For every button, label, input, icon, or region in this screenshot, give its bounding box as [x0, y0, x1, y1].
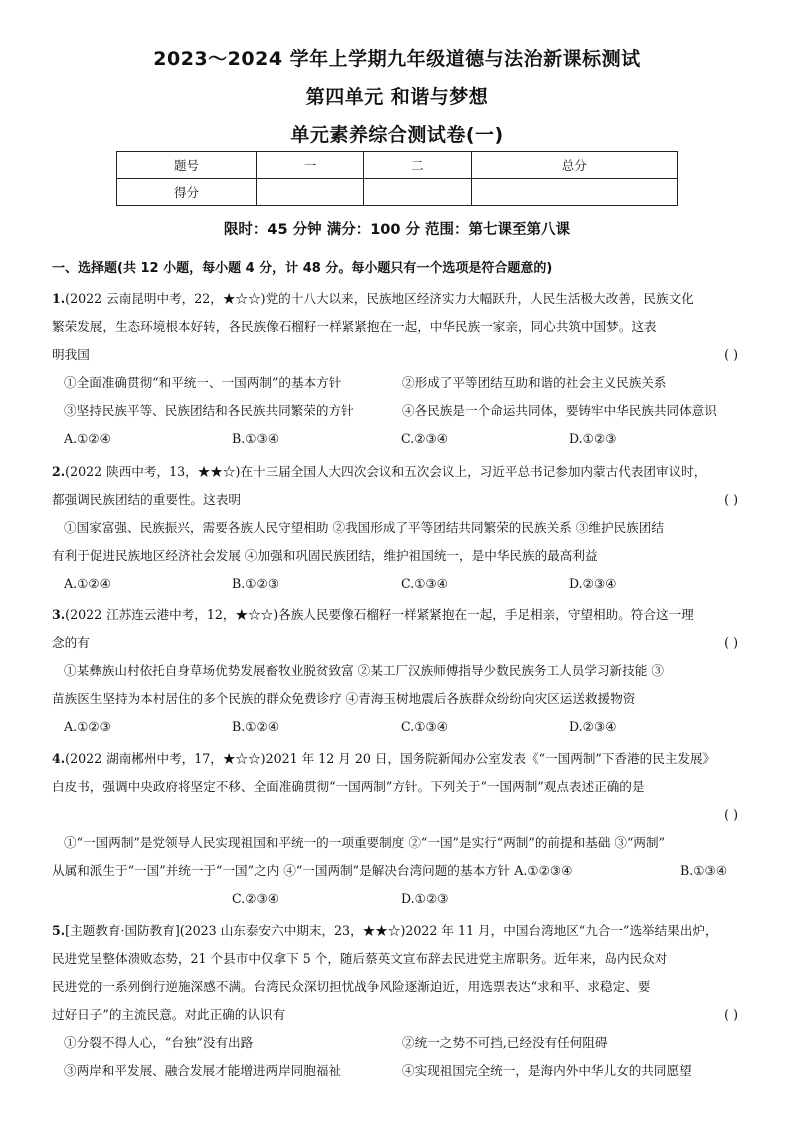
- score-label-cell: 得分: [117, 179, 257, 206]
- score-input-cell[interactable]: [471, 179, 678, 206]
- question-3: [52, 601, 752, 741]
- choice-d[interactable]: D.①②③: [401, 891, 449, 906]
- choice-d[interactable]: D.①②③: [569, 431, 617, 446]
- choice-a[interactable]: A.①②③: [64, 719, 111, 734]
- section-heading: 一、选择题(共 12 小题，每小题 4 分，计 48 分。每小题只有一个选项是符合题意的): [52, 261, 553, 276]
- question-line: 念的有 ( ): [52, 629, 752, 657]
- question-4: [52, 745, 752, 913]
- choice-a[interactable]: A.①②④: [64, 431, 111, 446]
- choice-c[interactable]: C.①③④: [401, 719, 449, 734]
- answer-choices: [52, 713, 752, 741]
- score-input-cell[interactable]: [364, 179, 471, 206]
- question-line: 4.(2022 湖南郴州中考，17，★☆☆)2021 年 12 月 20 日，国务院新闻办公室发表《“一国两制”下香港的民主发展》: [52, 751, 716, 766]
- statement: ①全面准确贯彻“和平统一、一国两制”的基本方针: [64, 375, 342, 390]
- answer-bracket[interactable]: ( ): [724, 492, 738, 507]
- question-line: 5.[主题教育·国防教育](2023 山东泰安六中期末，23，★★☆)2022 年 11 月，中国台湾地区“九合一”选举结果出炉，: [52, 923, 718, 938]
- question-line: 2.(2022 陕西中考，13，★★☆)在十三届全国人大四次会议和五次会议上，习近平总书记参加内蒙古代表团审议时，: [52, 464, 707, 479]
- question-line: [52, 801, 752, 829]
- test-title: 单元素养综合测试卷(一): [290, 124, 504, 146]
- question-line: 1.(2022 云南昆明中考，22，★☆☆)党的十八大以来，民族地区经济实力大幅跃升，人民生活极大改善，民族文化: [52, 291, 694, 306]
- question-number: 5.: [52, 923, 66, 938]
- score-table-header-row: [117, 152, 678, 179]
- score-header-cell: 总分: [471, 152, 678, 179]
- question-line: 繁荣发展，生态环境根本好转，各民族像石榴籽一样紧紧抱在一起，中华民族一家亲，同心共筑中国梦。这表: [52, 319, 657, 334]
- question-line: 3.(2022 江苏连云港中考，12，★☆☆)各族人民要像石榴籽一样紧紧抱在一起，手足相亲，守望相助。符合这一理: [52, 607, 694, 622]
- question-number: 3.: [52, 607, 66, 622]
- choice-d[interactable]: D.②③④: [569, 719, 617, 734]
- question-line: 民进党呈整体溃败态势，21 个县市中仅拿下 5 个，随后蔡英文宣布辞去民进党主席职务。近年来，岛内民众对: [52, 951, 668, 966]
- choice-a[interactable]: A.①②④: [64, 576, 111, 591]
- statement: ③坚持民族平等、民族团结和各民族共同繁荣的方针: [64, 403, 354, 418]
- question-line: 民进党的一系列倒行逆施深感不满。台湾民众深切担忧战争风险逐渐迫近，用选票表达“求和平、求稳定、要: [52, 979, 651, 994]
- choice-c[interactable]: C.②③④: [232, 891, 280, 906]
- question-5: [52, 917, 752, 1085]
- answer-bracket[interactable]: ( ): [724, 1007, 738, 1022]
- answer-choices: [52, 570, 752, 598]
- question-line: 都强调民族团结的重要性。这表明 ( ): [52, 486, 752, 514]
- question-number: 4.: [52, 751, 66, 766]
- question-line: 明我国 ( ): [52, 341, 752, 369]
- question-1: [52, 285, 752, 453]
- question-number: 1.: [52, 291, 66, 306]
- question-line: 白皮书，强调中央政府将坚定不移、全面准确贯彻“一国两制”方针。下列关于“一国两制”观点表述正确的是: [52, 779, 645, 794]
- score-table-score-row: [117, 179, 678, 206]
- statement-row: [52, 1029, 752, 1057]
- statement: ③两岸和平发展、融合发展才能增进两岸同胞福祉: [64, 1063, 342, 1078]
- score-header-cell: 二: [364, 152, 471, 179]
- choice-c[interactable]: C.①③④: [401, 576, 449, 591]
- choice-d[interactable]: D.②③④: [569, 576, 617, 591]
- score-table: [116, 151, 678, 206]
- statement-row: [52, 1057, 752, 1085]
- question-line: 过好日子”的主流民意。对此正确的认识有 ( ): [52, 1001, 752, 1029]
- choice-b[interactable]: B.①②③: [232, 576, 280, 591]
- answer-choices: [52, 425, 752, 453]
- statement: ④实现祖国完全统一，是海内外中华儿女的共同愿望: [402, 1063, 692, 1078]
- score-header-cell: 题号: [117, 152, 257, 179]
- time-limit-info: 限时：45 分钟 满分：100 分 范围：第七课至第八课: [223, 222, 571, 238]
- choice-b[interactable]: B.①③④: [232, 431, 280, 446]
- statement-row: [52, 397, 752, 425]
- statement: ②形成了平等团结互助和谐的社会主义民族关系: [402, 375, 667, 390]
- answer-bracket[interactable]: ( ): [724, 807, 738, 822]
- statement-line: 从属和派生于“一国”并统一于“一国”之内 ④“一国两制”是解决台湾问题的基本方针 A.①②③④ B.①③④: [52, 857, 752, 885]
- answer-bracket[interactable]: ( ): [724, 635, 738, 650]
- score-header-cell: 一: [257, 152, 364, 179]
- choice-c[interactable]: C.②③④: [401, 431, 449, 446]
- exam-title: 2023～2024 学年上学期九年级道德与法治新课标测试: [153, 48, 641, 70]
- statement-row: [52, 369, 752, 397]
- choice-b[interactable]: B.①③④: [680, 863, 728, 878]
- score-input-cell[interactable]: [257, 179, 364, 206]
- answer-choices: [52, 885, 752, 913]
- statement: ④各民族是一个命运共同体，要铸牢中华民族共同体意识: [402, 403, 717, 418]
- statement-line: ①某彝族山村依托自身草场优势发展畜牧业脱贫致富 ②某工厂汉族师傅指导少数民族务工人员学习新技能 ③: [64, 663, 664, 678]
- answer-bracket[interactable]: ( ): [724, 347, 738, 362]
- statement-line: 苗族医生坚持为本村居住的多个民族的群众免费诊疗 ④青海玉树地震后各族群众纷纷向灾区运送救援物资: [52, 691, 636, 706]
- statement-line: ①“一国两制”是党领导人民实现祖国和平统一的一项重要制度 ②“一国”是实行“两制”的前提和基础 ③“两制”: [64, 835, 666, 850]
- statement-line: 有利于促进民族地区经济社会发展 ④加强和巩固民族团结，维护祖国统一，是中华民族的最高利益: [52, 548, 598, 563]
- question-2: [52, 458, 752, 598]
- statement-line: ①国家富强、民族振兴，需要各族人民守望相助 ②我国形成了平等团结共同繁荣的民族关系 ③维护民族团结: [64, 520, 664, 535]
- question-number: 2.: [52, 464, 66, 479]
- statement: ①分裂不得人心，“台独”没有出路: [64, 1035, 254, 1050]
- choice-b[interactable]: B.①②④: [232, 719, 280, 734]
- statement: ②统一之势不可挡,已经没有任何阻碍: [402, 1035, 608, 1050]
- unit-title: 第四单元 和谐与梦想: [305, 86, 489, 108]
